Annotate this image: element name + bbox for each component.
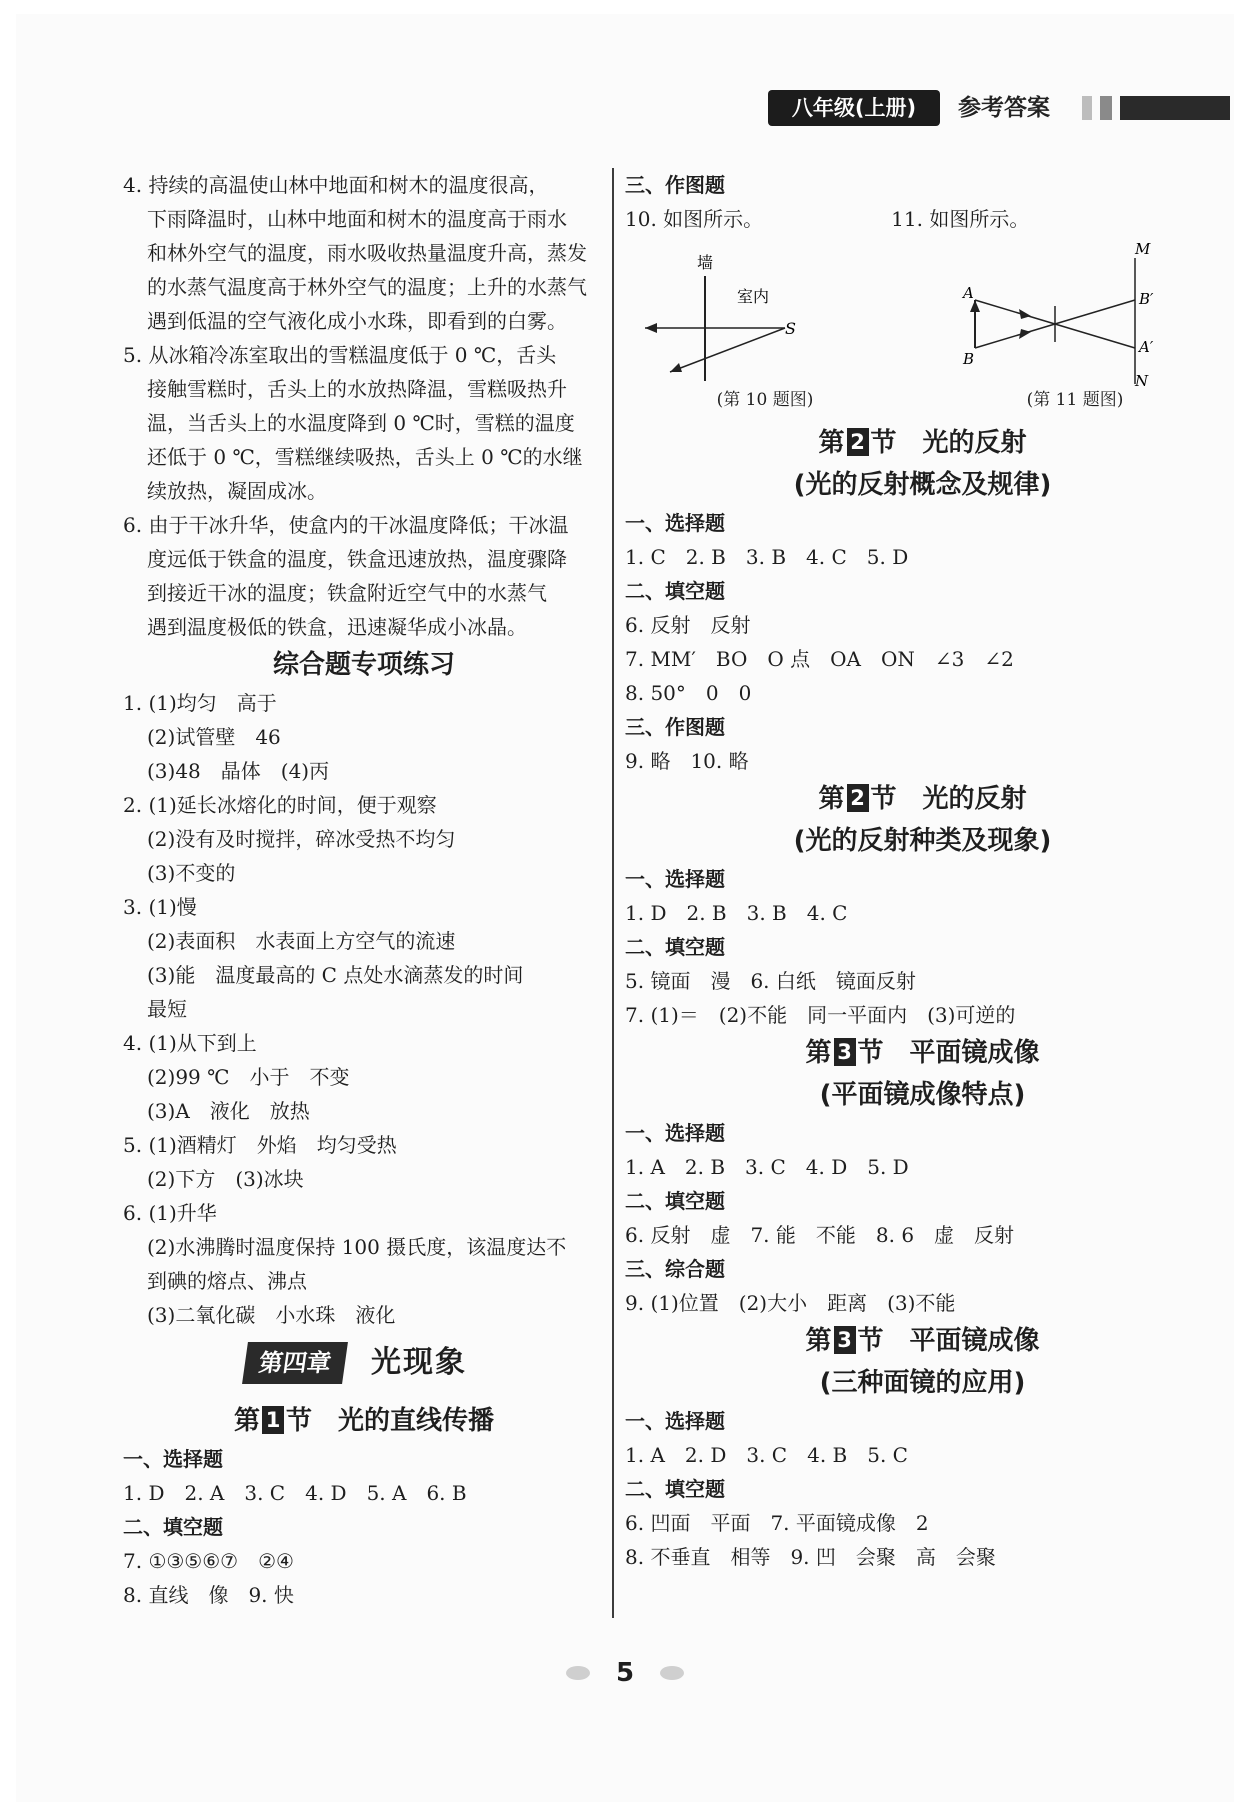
answer-line: (3)A 液化 放热 [147,1099,310,1123]
chapter-title: 光现象 [371,1345,467,1380]
page-number-decoration [566,1666,590,1680]
answer-line: 10. 如图所示。 11. 如图所示。 [625,207,1030,231]
answer-line: 1. (1)均匀 高于 [123,691,277,715]
image-b-label: B′ [1139,290,1154,308]
answer-line: 8. 50° 0 0 [625,681,752,705]
figure-caption: (第 10 题图) [716,390,814,410]
answer-line: 1. C 2. B 3. B 4. C 5. D [625,545,909,569]
answer-line: 4. (1)从下到上 [123,1031,257,1055]
mirror-image-diagram [935,236,1215,386]
answer-line: 8. 不垂直 相等 9. 凹 会聚 高 会聚 [625,1545,996,1569]
answer-line: 到接近干冰的温度；铁盒附近空气中的水蒸气 [147,581,547,605]
object-top-label: A [963,284,974,302]
header-decoration [1120,96,1230,120]
answer-line: 6. 反射 反射 [625,613,751,637]
answer-line: (3)不变的 [147,861,236,885]
page-number-decoration [660,1666,684,1680]
answer-line: 1. D 2. B 3. B 4. C [625,901,848,925]
question-group-heading: 一、选择题 [625,1121,725,1145]
column-divider [612,168,614,1618]
room-label: 室内 [737,287,770,306]
chapter-heading [123,1332,605,1394]
answer-line: 和林外空气的温度，雨水吸收热量温度升高，蒸发 [147,241,587,265]
mirror-bottom-label: N [1135,372,1149,386]
section-title: 第 3 节 平面镜成像 [805,1038,1040,1068]
figure-caption: (第 11 题图) [1026,390,1124,410]
answer-line: 遇到温度极低的铁盒，迅速凝华成小冰晶。 [147,615,527,639]
figure-10 [625,236,905,422]
figure-11 [935,236,1215,422]
question-group-heading: 二、填空题 [625,579,725,603]
figure-row [625,236,1220,422]
answer-line: (2)下方 (3)冰块 [147,1167,304,1191]
question-group-heading: 一、选择题 [625,1409,725,1433]
chapter-label: 第四章 [242,1342,348,1384]
answer-line: 8. 直线 像 9. 快 [123,1583,294,1607]
question-group-heading: 二、填空题 [625,1189,725,1213]
section-number: 2 [847,428,869,456]
right-column [625,168,1220,1574]
answer-line: 3. (1)慢 [123,895,197,919]
answer-line: 6. 反射 虚 7. 能 不能 8. 6 虚 反射 [625,1223,1015,1247]
answer-line: (2)水沸腾时温度保持 100 摄氏度，该温度达不 [147,1235,567,1259]
answer-line: 7. MM′ BO O 点 OA ON ∠3 ∠2 [625,647,1014,671]
section-subtitle: (三种面镜的应用) [819,1368,1026,1398]
section-number: 3 [834,1038,856,1066]
answer-line: 的水蒸气温度高于林外空气的温度；上升的水蒸气 [147,275,587,299]
answer-line: 6. (1)升华 [123,1201,217,1225]
answer-title: 参考答案 [958,95,1050,121]
page-number: 5 [615,1658,635,1688]
answer-line: (3)能 温度最高的 C 点处水滴蒸发的时间 [147,963,524,987]
question-group-heading: 一、选择题 [123,1447,223,1471]
answer-line: (2)表面积 水表面上方空气的流速 [147,929,456,953]
question-group-heading: 一、选择题 [625,511,725,535]
answer-line: 6. 凹面 平面 7. 平面镜成像 2 [625,1511,929,1535]
answer-line: 5. (1)酒精灯 外焰 均匀受热 [123,1133,397,1157]
answer-line: 度远低于铁盒的温度，铁盒迅速放热，温度骤降 [147,547,567,571]
answer-line: (3)48 晶体 (4)丙 [147,759,330,783]
wall-label: 墙 [697,253,714,272]
answer-line: (2)99 ℃ 小于 不变 [147,1065,350,1089]
answer-line: 7. ①③⑤⑥⑦ ②④ [123,1549,294,1573]
section-title: 第 3 节 平面镜成像 [805,1326,1040,1356]
answer-line: (3)二氧化碳 小水珠 液化 [147,1303,396,1327]
question-group-heading: 一、选择题 [625,867,725,891]
answer-line: 到碘的熔点、沸点 [147,1269,307,1293]
answer-line: 4. 持续的高温使山林中地面和树木的温度很高， [123,173,549,197]
question-group-heading: 二、填空题 [123,1515,223,1539]
practice-section-title: 综合题专项练习 [272,650,455,680]
answer-line: 最短 [147,997,187,1021]
section-number: 1 [262,1406,284,1434]
section-title: 第 2 节 光的反射 [818,428,1027,458]
answer-line: 7. (1)＝ (2)不能 同一平面内 (3)可逆的 [625,1003,1016,1027]
section-title: 第 2 节 光的反射 [818,784,1027,814]
answer-line: 5. 镜面 漫 6. 白纸 镜面反射 [625,969,916,993]
section-subtitle: (平面镜成像特点) [819,1080,1026,1110]
answer-line: 1. D 2. A 3. C 4. D 5. A 6. B [123,1481,467,1505]
answer-line: (2)试管壁 46 [147,725,281,749]
question-group-heading: 三、作图题 [625,715,725,739]
answer-line: 还低于 0 ℃，雪糕继续吸热，舌头上 0 ℃的水继 [147,445,583,469]
answer-line: 下雨降温时，山林中地面和树木的温度高于雨水 [147,207,567,231]
object-bottom-label: B [963,350,975,368]
answer-line: 遇到低温的空气液化成小水珠，即看到的白雾。 [147,309,567,333]
question-group-heading: 三、综合题 [625,1257,725,1281]
grade-badge: 八年级(上册) [768,90,940,126]
answer-line: 6. 由于干冰升华，使盒内的干冰温度降低；干冰温 [123,513,569,537]
section-subtitle: (光的反射概念及规律) [793,470,1052,500]
answer-line: 9. (1)位置 (2)大小 距离 (3)不能 [625,1291,956,1315]
question-group-heading: 三、作图题 [625,173,725,197]
answer-line: 1. A 2. B 3. C 4. D 5. D [625,1155,909,1179]
answer-line: 9. 略 10. 略 [625,749,749,773]
left-column [123,168,605,1612]
answer-line: 接触雪糕时，舌头上的水放热降温，雪糕吸热升 [147,377,567,401]
answer-line: 1. A 2. D 3. C 4. B 5. C [625,1443,908,1467]
image-a-label: A′ [1139,338,1154,356]
answer-line: 2. (1)延长冰熔化的时间，便于观察 [123,793,437,817]
header-decoration [1100,96,1112,120]
answer-line: 5. 从冰箱冷冻室取出的雪糕温度低于 0 ℃，舌头 [123,343,557,367]
wall-reflection-diagram [625,236,905,386]
question-group-heading: 二、填空题 [625,1477,725,1501]
section-title: 第 1 节 光的直线传播 [233,1406,495,1436]
section-number: 3 [834,1326,856,1354]
section-subtitle: (光的反射种类及现象) [793,826,1052,856]
mirror-top-label: M [1135,240,1151,258]
source-label: S [785,319,796,338]
section-number: 2 [847,784,869,812]
header-decoration [1082,96,1092,120]
question-group-heading: 二、填空题 [625,935,725,959]
answer-line: 续放热，凝固成冰。 [147,479,327,503]
answer-line: (2)没有及时搅拌，碎冰受热不均匀 [147,827,456,851]
answer-line: 温，当舌头上的水温度降到 0 ℃时，雪糕的温度 [147,411,575,435]
